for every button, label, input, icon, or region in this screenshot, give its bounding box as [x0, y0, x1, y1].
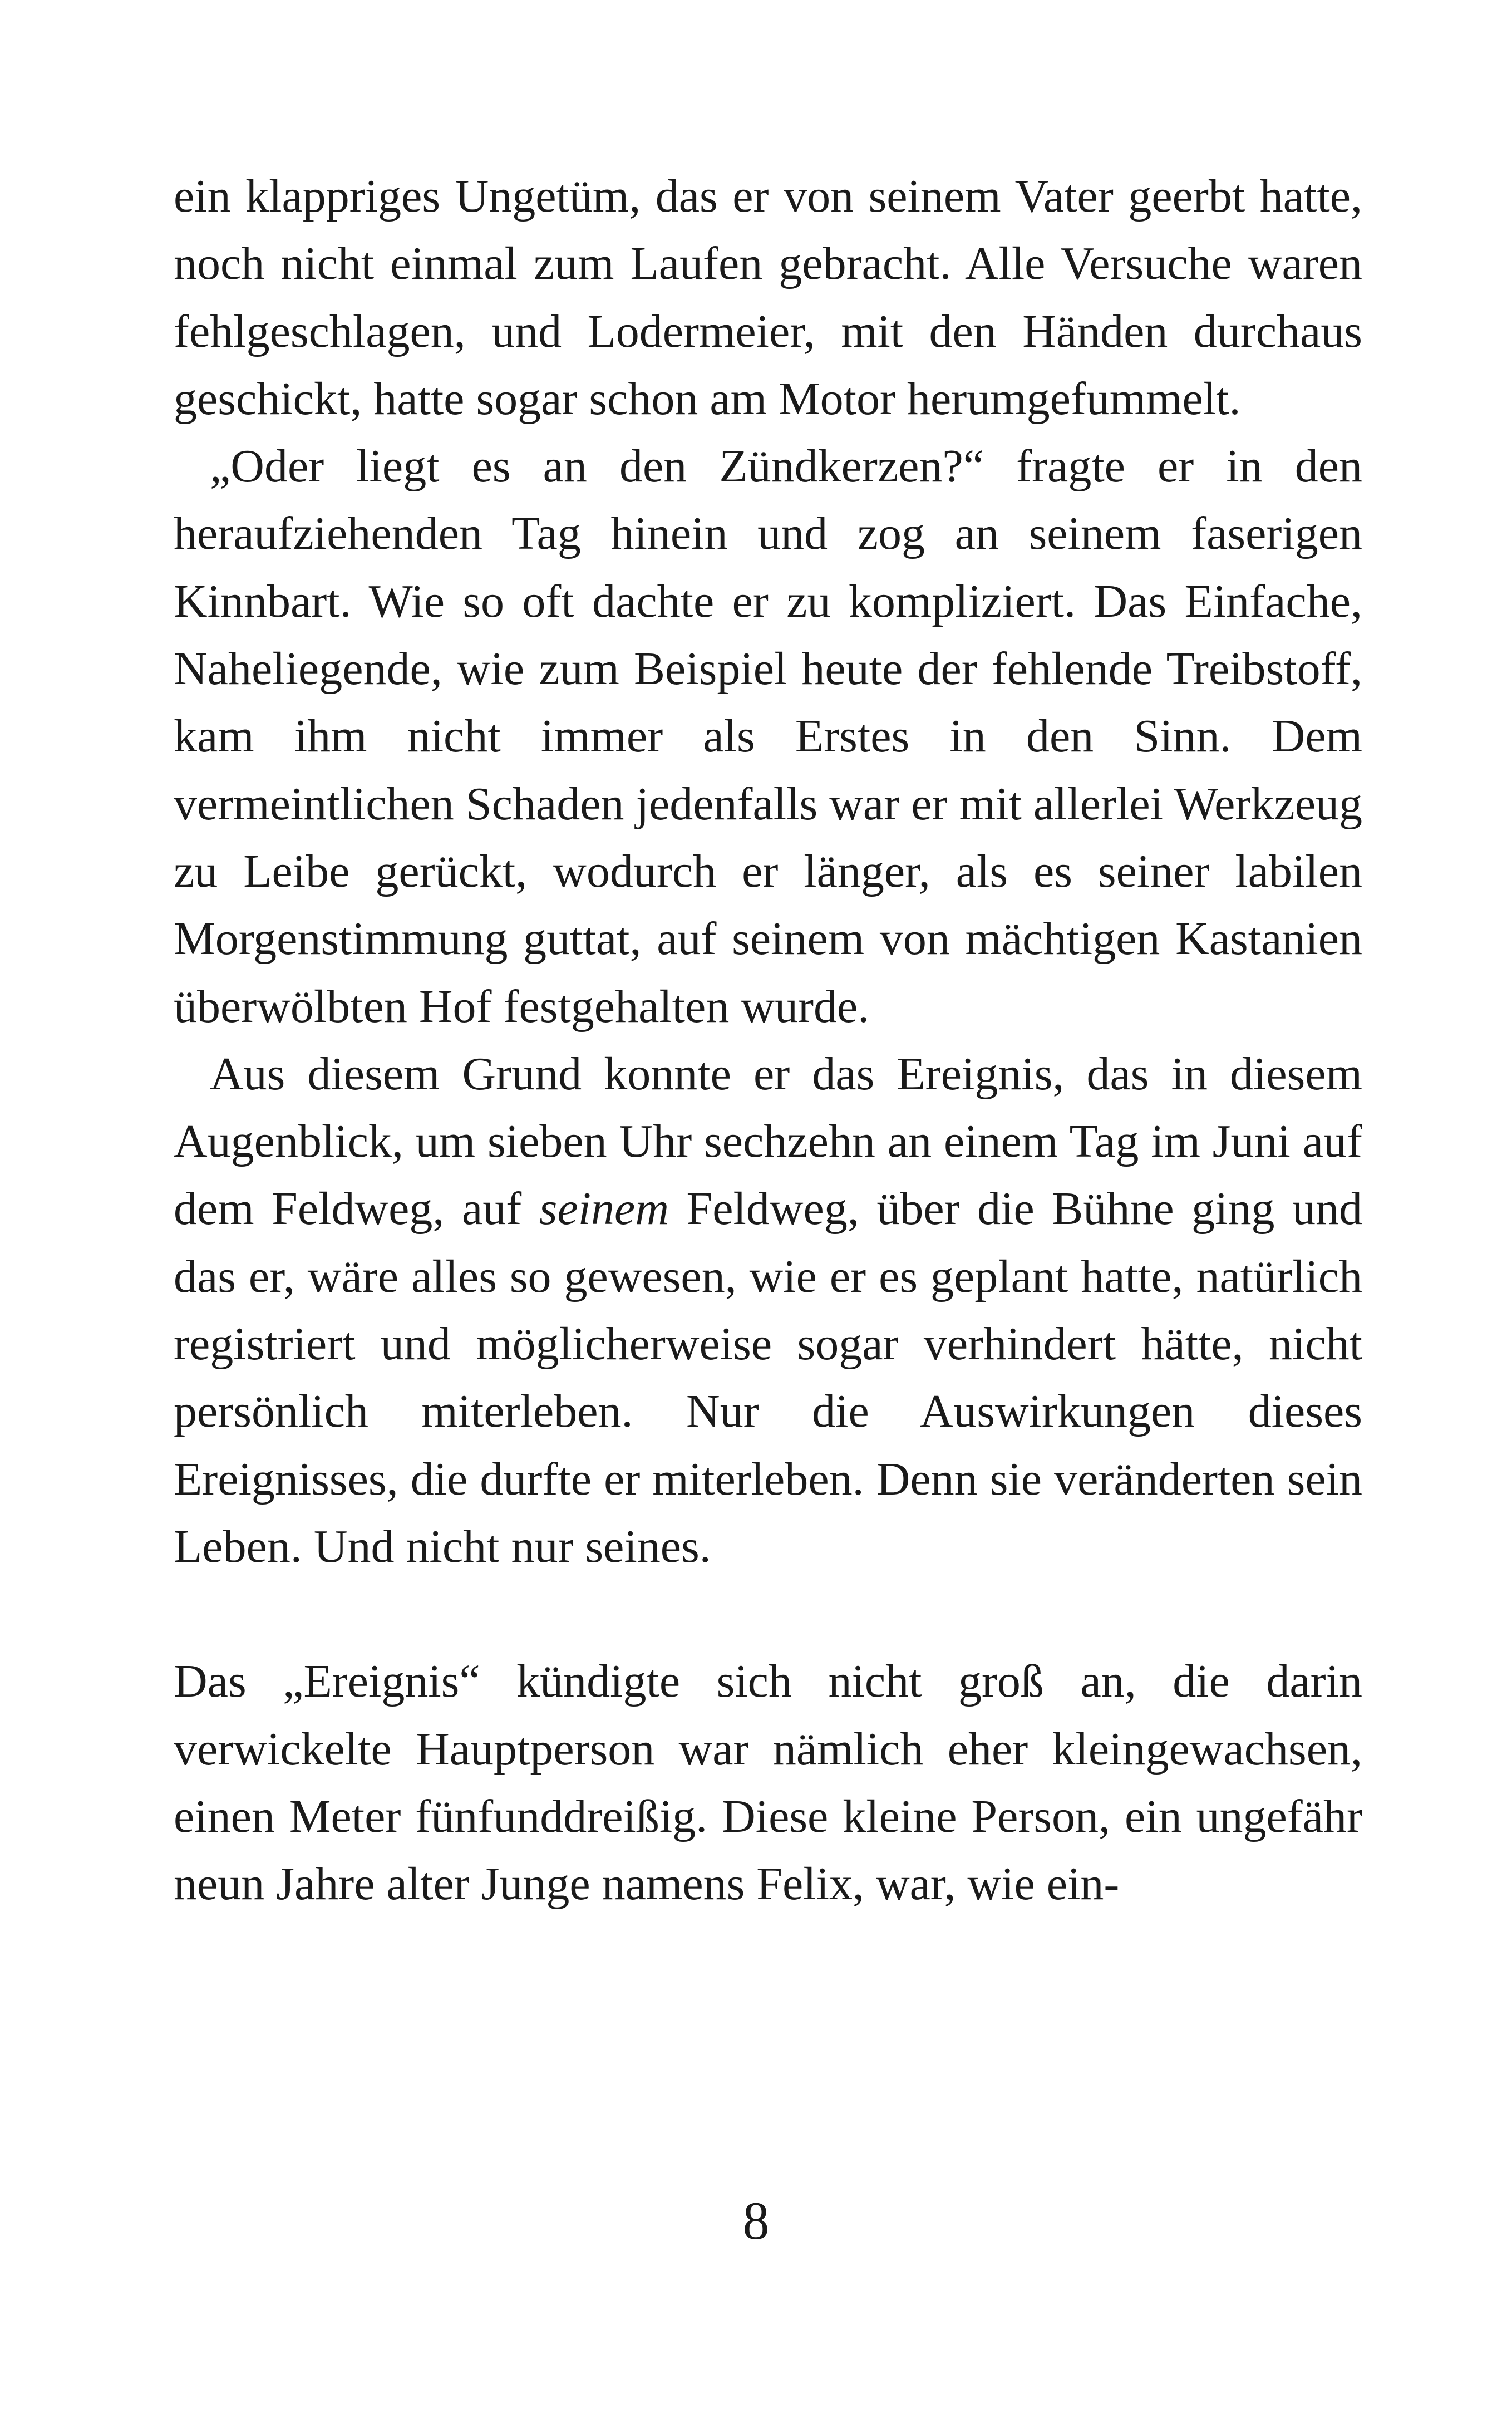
paragraph-2: „Oder liegt es an den Zündkerzen?“ fragte er in den heraufziehenden Tag hinein und zog an seinem faserigen Kinnbart. Wie so oft dachte er zu kompliziert. Das Einfache, Naheliegende, wie zum Beispiel heute der fehlende Treibstoff, kam ihm nicht immer als Erstes in den Sinn. Dem vermeintlichen Schaden jedenfalls war er mit allerlei Werkzeug zu Leibe gerückt, wodurch er länger, als es seiner labilen Morgenstimmung guttat, auf seinem von mächtigen Kastanien überwölbten Hof festgehalten wurde.	[174, 440, 1362, 1033]
paragraph-3-before: Aus diesem Grund konnte er das Ereignis, das in diesem Augenblick, um sieben Uhr sechzehn an einem Tag im Juni auf dem Feldweg, auf	[174, 1048, 1362, 1235]
paragraph-1: ein klappriges Ungetüm, das er von seinem Vater geerbt hatte, noch nicht einmal zum Laufen gebracht. Alle Versuche waren fehlgeschlagen, und Lodermeier, mit den Händen durchaus geschickt, hatte sogar schon am Motor herumgefummelt.	[174, 170, 1362, 425]
page-number: 8	[742, 2191, 770, 2250]
paragraph-3-emphasis: seinem	[539, 1183, 669, 1235]
body-text	[174, 163, 1362, 1918]
paragraph-3	[174, 1040, 1362, 1580]
paragraph-4: Das „Ereignis“ kündigte sich nicht groß an, die darin verwickelte Hauptperson war nämlich eher kleingewachsen, einen Meter fünfunddreißig. Diese kleine Person, ein ungefähr neun Jahre alter Junge namens Felix, war, wie ein-	[174, 1655, 1362, 1910]
paragraph-3-after: Feldweg, über die Bühne ging und das er, wäre alles so gewesen, wie er es geplant hatte, natürlich registriert und möglicherweise sogar verhindert hätte, nicht persönlich miterleben. Nur die Auswirkungen dieses Ereignisses, die durfte er miterleben. Denn sie veränderten sein Leben. Und nicht nur seines.	[174, 1183, 1362, 1572]
